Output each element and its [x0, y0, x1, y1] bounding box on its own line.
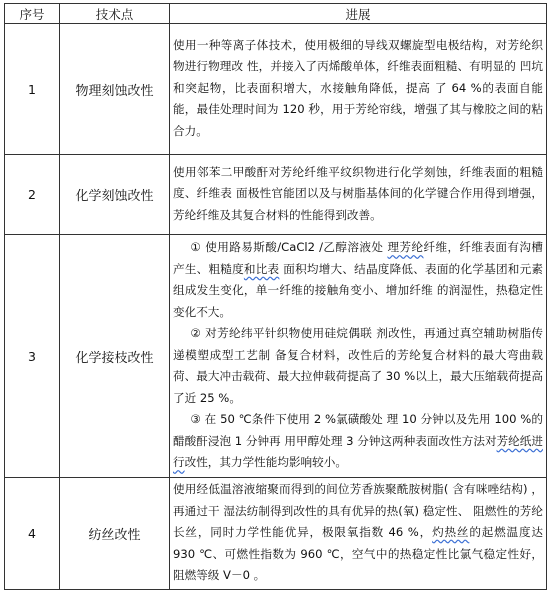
row-index: 4 — [5, 478, 60, 590]
row-progress-text — [170, 235, 547, 478]
header-progress: 进展 — [170, 4, 547, 24]
paragraph-3 — [173, 409, 543, 474]
header-index: 序号 — [5, 4, 60, 24]
row-tech-point: 纺丝改性 — [60, 478, 170, 590]
row-index: 3 — [5, 235, 60, 478]
text-run: 使用经低温溶液缩聚而得到的间位芳香族聚酰胺树脂( 含有咪唑结构) ，再通过干 湿法纺制得到改性的具有优异的热(氧) 稳定性、 阻燃性的芳纶长丝，同时力学性能优异，极限氧指数 46 %， — [173, 482, 543, 539]
table-row — [5, 155, 547, 235]
table-row — [5, 24, 547, 155]
table-header-row — [5, 4, 547, 24]
table-row — [5, 478, 547, 590]
row-tech-point: 化学接枝改性 — [60, 235, 170, 478]
text-run: 面积均增大、结晶度降低、表面的化学基团和元素 组成发生变化，单一纤维的接触角变小、增加纤维 的润湿性，热稳定性变化不大。 — [173, 261, 543, 319]
paragraph-1 — [173, 237, 543, 323]
header-tech-point: 技术点 — [60, 4, 170, 24]
text-run: ③ 在 50 ℃条件下使用 2 %氯磺酸处 理 10 分钟以及先用 100 %的醋酸酐浸泡 1 分钟再 用甲醇处理 3 分钟这两种表面改性方法对 — [173, 412, 543, 448]
paragraph-2: ② 对芳纶纬平针织物使用硅烷偶联 剂改性，再通过真空辅助树脂传递模塑成型工艺制 备复合材料，改性后的芳纶复合材料的最大弯曲载 荷、最大冲击载荷、最大拉伸载荷提高了 30 %以上，最大压缩载荷提高了近 25 %。 — [173, 326, 543, 405]
wavy-underlined-text: 芳纶纸进行 — [173, 433, 543, 470]
row-progress-text — [170, 478, 547, 590]
row-tech-point: 物理刻蚀改性 — [60, 24, 170, 155]
wavy-underlined-text: 和比表 — [243, 261, 280, 276]
table-row — [5, 235, 547, 478]
row-tech-point: 化学刻蚀改性 — [60, 155, 170, 235]
row-progress-text: 使用邻苯二甲酸酐对芳纶纤维平纹织物进行化学刻蚀，纤维表面的粗糙度、纤维表 面极性官能团以及与树脂基体间的化学键合作用得到增强，芳纶纤维及其复合材料的性能得到改善。 — [170, 155, 547, 235]
tech-progress-table — [4, 3, 547, 590]
text-run: 改性，其力学性能均影响较小。 — [184, 455, 347, 470]
row-index: 2 — [5, 155, 60, 235]
text-run: 的起燃温度达 930 ℃、可燃性指数为 960 ℃，空气中的热稳定性比氯气稳定性好，阻燃等级 V－0 。 — [173, 525, 543, 582]
row-progress-text: 使用一种等离子体技术，使用极细的导线双螺旋型电极结构，对芳纶织物进行物理改 性，并接入了丙烯酸单体，纤维表面粗糙、有明显的 凹坑和突起物，比表面积增大，水接触角降低，提高 了 64 %的表面自能能，最佳处理时间为 120 秒，用于芳纶帘线，增强了其与橡胶之间的粘合力。 — [170, 24, 547, 155]
row-index: 1 — [5, 24, 60, 155]
wavy-underlined-text: 灼热丝 — [432, 525, 470, 539]
text-run: ① 使用路易斯酸/CaCl2 /乙醇溶液处 — [190, 240, 388, 255]
text-run: 纤维，纤维表面有沟槽产生、粗糙度 — [173, 240, 543, 276]
wavy-underlined-text: 理芳纶 — [387, 240, 424, 255]
